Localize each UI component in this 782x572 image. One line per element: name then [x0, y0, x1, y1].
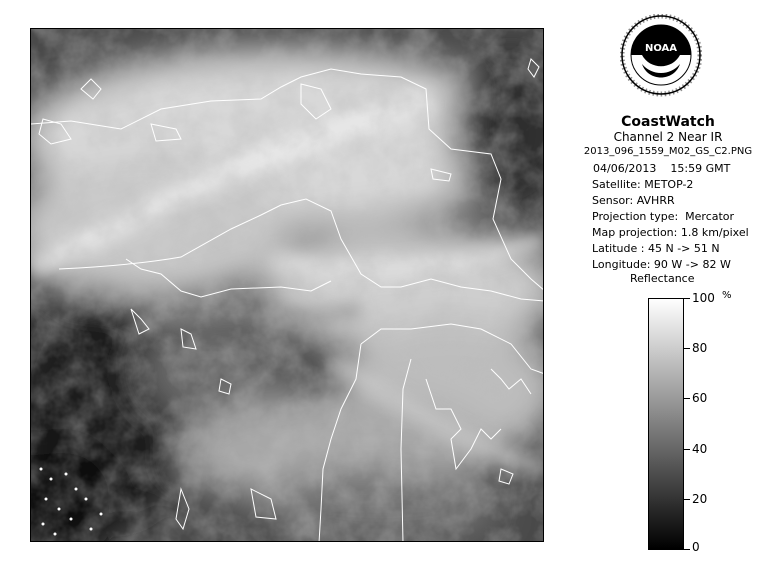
colorbar: [648, 298, 684, 550]
colorbar-tick-label: 60: [692, 391, 708, 405]
colorbar-tick: [684, 398, 690, 399]
colorbar-tick: [684, 549, 690, 550]
colorbar-unit: %: [722, 290, 732, 301]
file-name: 2013_096_1559_M02_GS_C2.PNG: [583, 146, 753, 157]
colorbar-tick-label: 80: [692, 341, 708, 355]
date-time: 04/06/2013 15:59 GMT: [593, 162, 731, 175]
satellite-map: [30, 28, 544, 542]
cloud-imagery: [31, 29, 544, 542]
latitude-range: Latitude : 45 N -> 51 N: [592, 242, 720, 255]
colorbar-tick-label: 20: [692, 492, 708, 506]
map-projection: Map projection: 1.8 km/pixel: [592, 226, 749, 239]
longitude-range: Longitude: 90 W -> 82 W: [592, 258, 731, 271]
satellite-label: Satellite: METOP-2: [592, 178, 694, 191]
channel-label: Channel 2 Near IR: [613, 130, 723, 144]
product-title: CoastWatch: [621, 114, 715, 130]
noaa-logo-icon: [620, 14, 702, 110]
colorbar-tick-label: 100: [692, 291, 715, 305]
colorbar-tick: [684, 449, 690, 450]
colorbar-title: Reflectance: [630, 272, 695, 285]
projection-type: Projection type: Mercator: [592, 210, 735, 223]
colorbar-tick: [684, 298, 690, 299]
colorbar-tick-label: 40: [692, 442, 708, 456]
svg-text:NOAA: NOAA: [644, 43, 678, 54]
colorbar-tick: [684, 499, 690, 500]
sensor-label: Sensor: AVHRR: [592, 194, 675, 207]
colorbar-tick: [684, 348, 690, 349]
colorbar-tick-label: 0: [692, 540, 700, 554]
